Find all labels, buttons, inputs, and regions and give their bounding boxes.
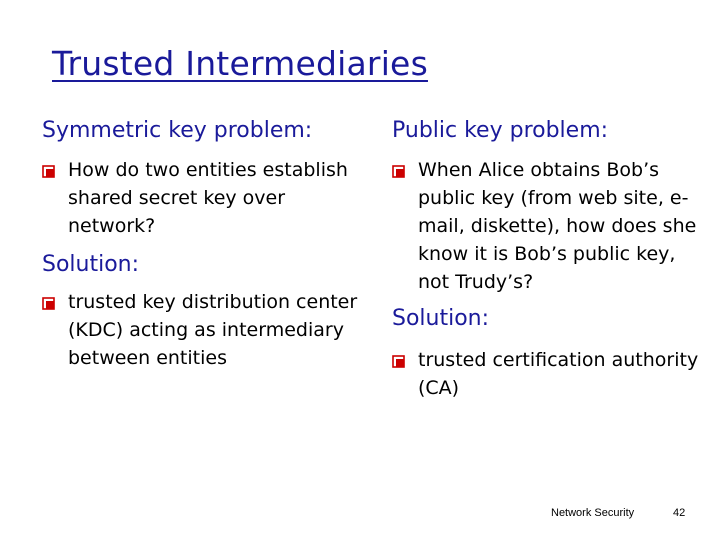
list-item bbox=[42, 288, 362, 372]
square-bullet-icon bbox=[392, 355, 405, 368]
left-column bbox=[42, 116, 362, 372]
bullet-text: trusted certification authority (CA) bbox=[418, 349, 699, 399]
list-item bbox=[42, 156, 362, 240]
square-bullet-icon bbox=[42, 165, 55, 178]
bullet-text: When Alice obtains Bob’s public key (from web site, e-mail, diskette), how does she know it is Bob’s public key, not Trudy’s? bbox=[418, 159, 697, 293]
slide-title: Trusted Intermediaries bbox=[52, 44, 428, 83]
public-key-heading: Public key problem: bbox=[392, 118, 609, 143]
right-column bbox=[392, 116, 702, 402]
bullet-text: trusted key distribution center (KDC) acting as intermediary between entities bbox=[68, 291, 358, 369]
left-solution-heading: Solution: bbox=[42, 252, 140, 277]
list-item bbox=[392, 156, 702, 296]
right-solution-heading: Solution: bbox=[392, 306, 490, 331]
square-bullet-icon bbox=[42, 297, 55, 310]
page-number: 42 bbox=[673, 507, 686, 519]
square-bullet-icon bbox=[392, 165, 405, 178]
bullet-text: How do two entities establish shared secret key over network? bbox=[68, 159, 348, 237]
footer-label: Network Security bbox=[551, 507, 635, 519]
list-item bbox=[392, 346, 702, 402]
symmetric-key-heading: Symmetric key problem: bbox=[42, 118, 313, 143]
